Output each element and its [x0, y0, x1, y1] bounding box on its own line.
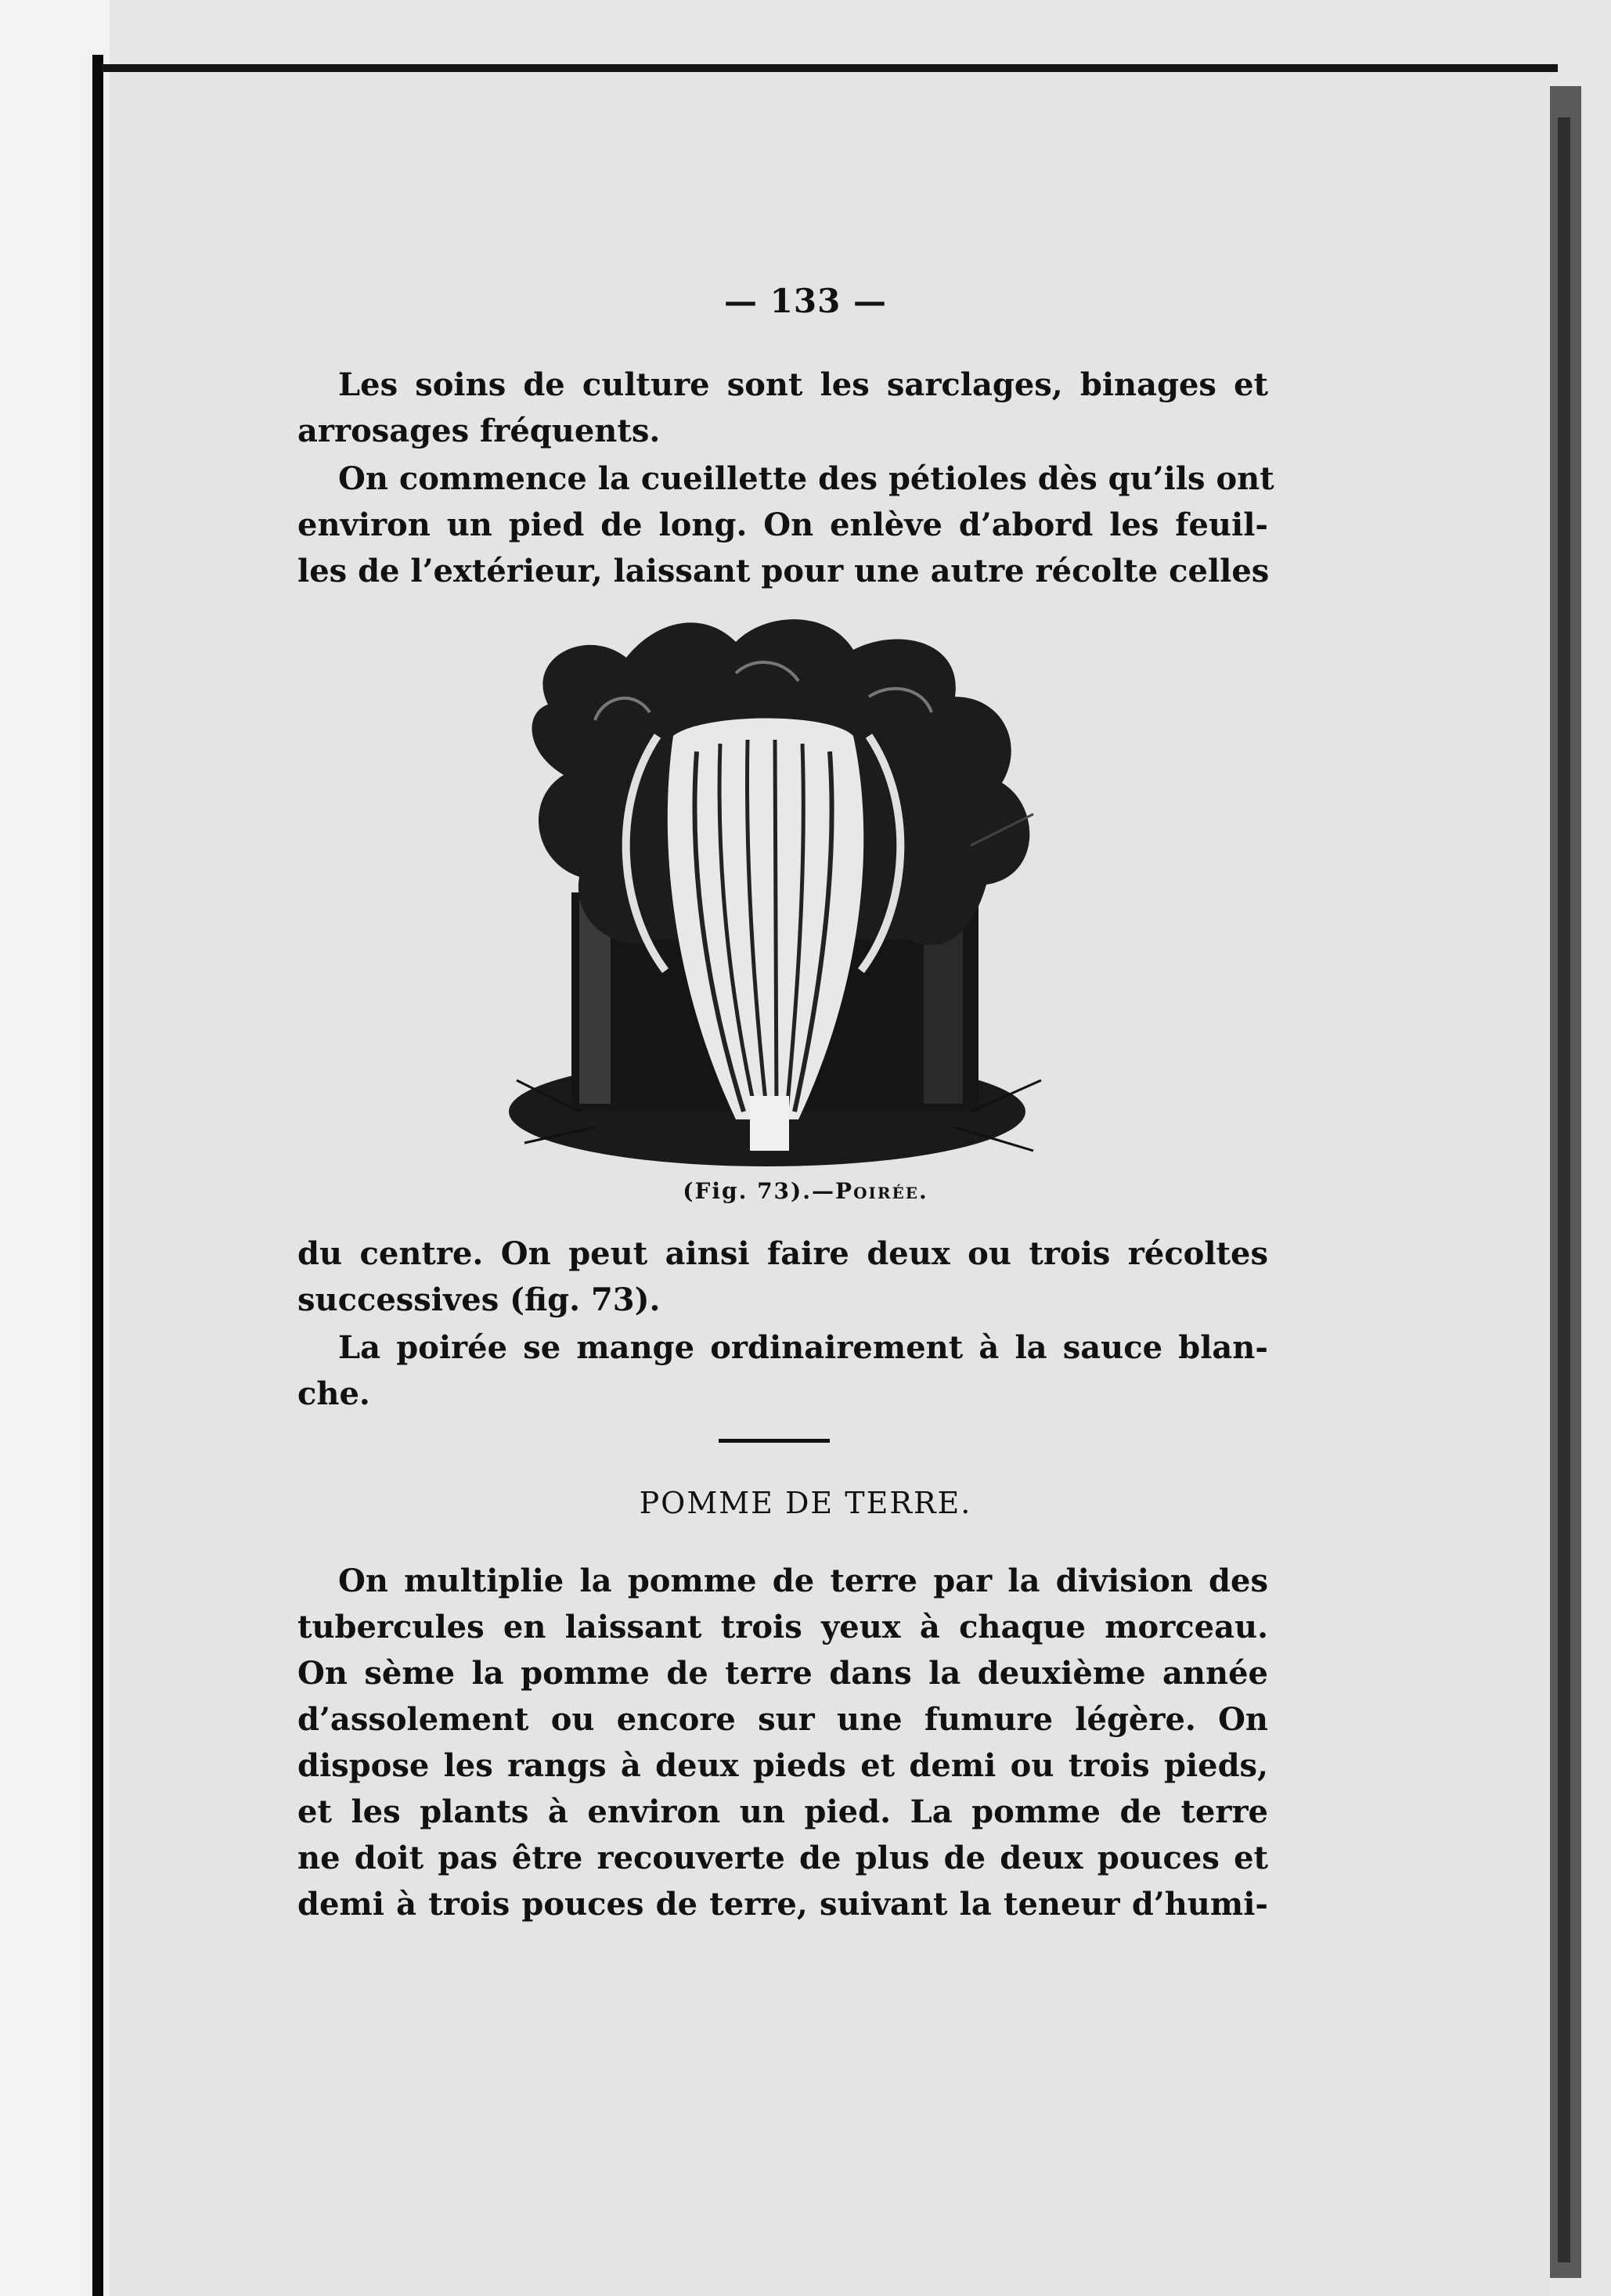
text-line: les de l’extérieur, laissant pour une autre récolte celles — [297, 553, 1270, 589]
text-line: On sème la pomme de terre dans la deuxième année — [297, 1655, 1268, 1692]
section-title: POMME DE TERRE. — [639, 1486, 972, 1520]
text-line: du centre. On peut ainsi faire deux ou trois récoltes — [297, 1235, 1268, 1272]
binding-spine — [92, 55, 103, 2296]
paragraph-culture — [297, 362, 1268, 454]
caption-prefix: (Fig. 73).— — [683, 1178, 836, 1204]
text-line: successives (fig. 73). — [297, 1281, 661, 1318]
figure-caption — [0, 1178, 1611, 1204]
text-line: La poirée se mange ordinairement à la sauce blan- — [338, 1329, 1268, 1366]
text-line: On commence la cueillette des pétioles dès qu’ils ont — [338, 460, 1274, 497]
text-line: et les plants à environ un pied. La pomme de terre — [297, 1793, 1268, 1830]
text-line: Les soins de culture sont les sarclages, binages et — [338, 366, 1268, 403]
page-top-edge — [102, 64, 1558, 72]
page-number: — 133 — — [724, 282, 887, 320]
text-line: dispose les rangs à deux pieds et demi ou trois pieds, — [297, 1747, 1268, 1784]
text-line: On multiplie la pomme de terre par la division des — [338, 1563, 1268, 1599]
paragraph-cueillette — [297, 456, 1274, 594]
text-line: d’assolement ou encore sur une fumure légère. On — [297, 1701, 1268, 1738]
text-line: arrosages fréquents. — [297, 413, 661, 449]
section-divider — [719, 1439, 830, 1443]
text-line: tubercules en laissant trois yeux à chaque morceau. — [297, 1609, 1268, 1645]
caption-name: Poirée. — [835, 1178, 928, 1204]
paragraph-poiree — [297, 1325, 1268, 1417]
text-line: environ un pied de long. On enlève d’abord les feuil- — [297, 506, 1268, 543]
text-line: che. — [297, 1375, 370, 1412]
paragraph-pomme-de-terre — [297, 1558, 1268, 1927]
paragraph-centre — [297, 1231, 1268, 1323]
text-line: ne doit pas être recouverte de plus de deux pouces et — [297, 1840, 1268, 1876]
chard-engraving-icon — [501, 611, 1049, 1174]
text-line: demi à trois pouces de terre, suivant la teneur d’humi- — [297, 1886, 1268, 1923]
